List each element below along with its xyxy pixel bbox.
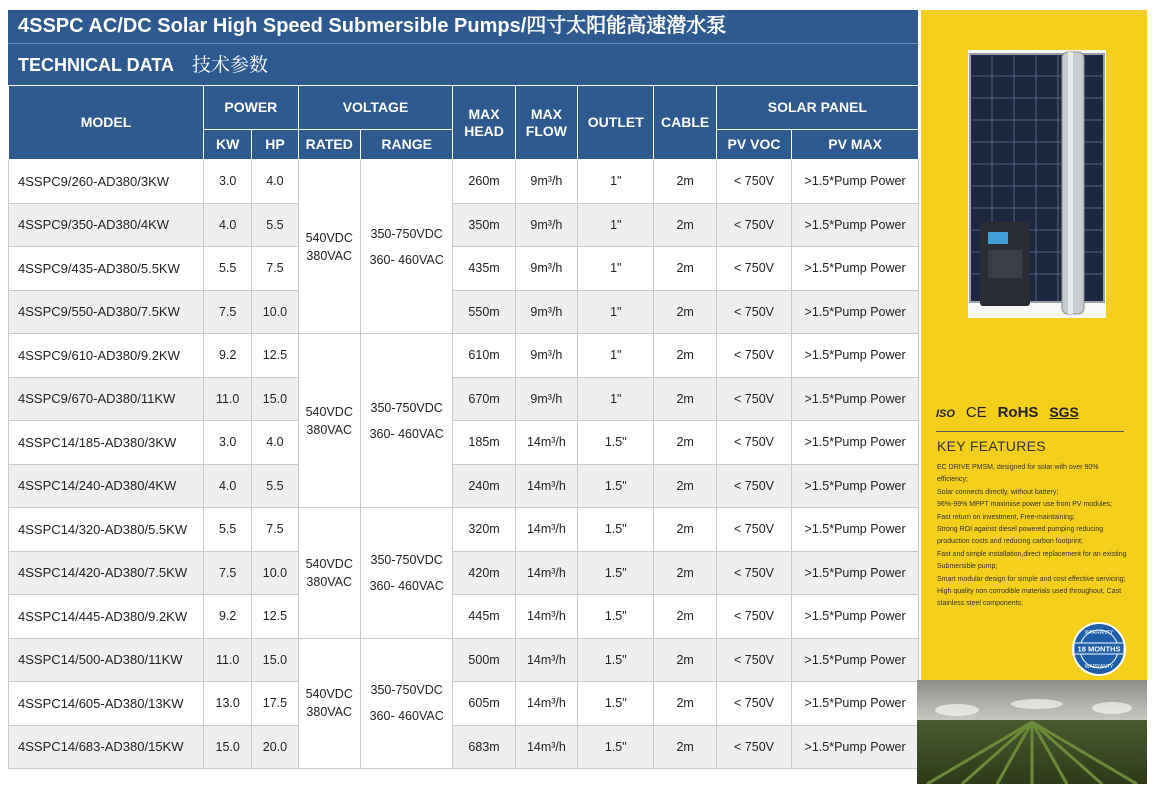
pv-voc-cell: < 750V [716, 160, 791, 204]
pv-voc-cell: < 750V [716, 682, 791, 726]
header-cable: CABLE [654, 86, 716, 160]
hp-cell: 4.0 [252, 421, 298, 465]
model-cell: 4SSPC9/610-AD380/9.2KW [9, 334, 204, 378]
range-dc: 350-750VDC [370, 683, 443, 698]
flow-cell: 14m³/h [515, 551, 577, 595]
flow-cell: 9m³/h [515, 247, 577, 291]
pv-voc-cell: < 750V [716, 508, 791, 552]
rohs-logo: RoHS [997, 404, 1039, 421]
model-cell: 4SSPC14/420-AD380/7.5KW [9, 551, 204, 595]
head-cell: 260m [453, 160, 515, 204]
pv-max-cell: >1.5*Pump Power [792, 377, 919, 421]
hp-cell: 10.0 [252, 290, 298, 334]
table-row [9, 464, 919, 508]
key-feature-item: EC DRIVE PMSM, designed for solar with over 90% efficiency; [937, 464, 1099, 484]
header-rated: RATED [298, 130, 360, 160]
technical-data-label-cn: 技术参数 [192, 55, 269, 76]
outlet-cell: 1" [578, 334, 654, 378]
table-row [9, 508, 919, 552]
flow-cell: 9m³/h [515, 160, 577, 204]
pv-max-cell: >1.5*Pump Power [792, 595, 919, 639]
range-ac: 360- 460VAC [369, 709, 444, 724]
flow-cell: 14m³/h [515, 508, 577, 552]
key-feature-item: High quality non corrodible materials used throughout, Cast stainless steel components; [937, 588, 1122, 608]
head-cell: 610m [453, 334, 515, 378]
solar-panel-pump-image [968, 50, 1106, 318]
header-hp: HP [252, 130, 298, 160]
header-solar-panel: SOLAR PANEL [716, 86, 918, 130]
hp-cell: 15.0 [252, 638, 298, 682]
ce-logo: CE [965, 404, 987, 421]
range-dc: 350-750VDC [370, 400, 443, 415]
hp-cell: 7.5 [252, 247, 298, 291]
header-max-flow-line2: FLOW [525, 122, 567, 139]
header-max-flow [515, 86, 577, 160]
outlet-cell: 1.5" [578, 464, 654, 508]
range-ac: 360- 460VAC [369, 578, 444, 593]
hp-cell: 4.0 [252, 160, 298, 204]
cable-cell: 2m [654, 551, 716, 595]
flow-cell: 14m³/h [515, 421, 577, 465]
warranty-badge-icon [1072, 622, 1126, 676]
pv-max-cell: >1.5*Pump Power [792, 464, 919, 508]
model-cell: 4SSPC14/445-AD380/9.2KW [9, 595, 204, 639]
table-row [9, 377, 919, 421]
outlet-cell: 1.5" [578, 638, 654, 682]
pv-max-cell: >1.5*Pump Power [792, 203, 919, 247]
table-row [9, 595, 919, 639]
key-features-list [937, 462, 1127, 611]
head-cell: 550m [453, 290, 515, 334]
rated-voltage-cell [298, 160, 360, 334]
head-cell: 185m [453, 421, 515, 465]
voltage-range-cell [360, 508, 453, 639]
outlet-cell: 1" [578, 290, 654, 334]
kw-cell: 9.2 [204, 334, 252, 378]
outlet-cell: 1.5" [578, 508, 654, 552]
table-row [9, 682, 919, 726]
kw-cell: 15.0 [204, 725, 252, 769]
warranty-top-text: WARRANTY [1084, 630, 1114, 636]
page-title: 4SSPC AC/DC Solar High Speed Submersible Pumps/四寸太阳能高速潜水泵 [8, 10, 918, 43]
cable-cell: 2m [654, 595, 716, 639]
pv-voc-cell: < 750V [716, 638, 791, 682]
hp-cell: 5.5 [252, 203, 298, 247]
pv-max-cell: >1.5*Pump Power [792, 725, 919, 769]
rated-voltage-cell [298, 334, 360, 508]
pv-max-cell: >1.5*Pump Power [792, 551, 919, 595]
head-cell: 445m [453, 595, 515, 639]
rated-ac: 380VAC [306, 248, 353, 263]
flow-cell: 14m³/h [515, 725, 577, 769]
kw-cell: 5.5 [204, 508, 252, 552]
kw-cell: 13.0 [204, 682, 252, 726]
pv-voc-cell: < 750V [716, 725, 791, 769]
rated-ac: 380VAC [306, 574, 353, 589]
key-feature-item: Smart modular design for simple and cost effective servicing; [937, 575, 1126, 583]
rated-voltage-cell [298, 638, 360, 769]
kw-cell: 11.0 [204, 638, 252, 682]
voltage-range-cell [360, 334, 453, 508]
head-cell: 605m [453, 682, 515, 726]
cable-cell: 2m [654, 377, 716, 421]
header-max-head-line2: HEAD [464, 122, 504, 139]
head-cell: 435m [453, 247, 515, 291]
header-kw: KW [204, 130, 252, 160]
cable-cell: 2m [654, 203, 716, 247]
header-model: MODEL [9, 86, 204, 160]
hp-cell: 10.0 [252, 551, 298, 595]
rated-dc: 540VDC [305, 556, 353, 571]
pv-max-cell: >1.5*Pump Power [792, 508, 919, 552]
head-cell: 500m [453, 638, 515, 682]
header-power: POWER [204, 86, 299, 130]
cable-cell: 2m [654, 290, 716, 334]
model-cell: 4SSPC14/605-AD380/13KW [9, 682, 204, 726]
head-cell: 320m [453, 508, 515, 552]
pv-max-cell: >1.5*Pump Power [792, 290, 919, 334]
kw-cell: 4.0 [204, 464, 252, 508]
voltage-range-cell [360, 160, 453, 334]
cable-cell: 2m [654, 508, 716, 552]
header-pv-max: PV MAX [792, 130, 919, 160]
rated-dc: 540VDC [305, 687, 353, 702]
pv-voc-cell: < 750V [716, 551, 791, 595]
field-irrigation-image [917, 680, 1147, 784]
outlet-cell: 1" [578, 247, 654, 291]
flow-cell: 9m³/h [515, 290, 577, 334]
head-cell: 240m [453, 464, 515, 508]
head-cell: 670m [453, 377, 515, 421]
spec-table [8, 85, 919, 769]
table-row [9, 421, 919, 465]
outlet-cell: 1" [578, 160, 654, 204]
key-feature-item: Fast return on investment, Free-maintaining; [937, 513, 1075, 521]
header-max-head-line1: MAX [468, 105, 500, 122]
table-row [9, 551, 919, 595]
flow-cell: 14m³/h [515, 682, 577, 726]
table-row [9, 247, 919, 291]
flow-cell: 14m³/h [515, 595, 577, 639]
pv-max-cell: >1.5*Pump Power [792, 160, 919, 204]
range-ac: 360- 460VAC [369, 252, 444, 267]
rated-ac: 380VAC [306, 705, 353, 720]
cable-cell: 2m [654, 638, 716, 682]
model-cell: 4SSPC9/670-AD380/11KW [9, 377, 204, 421]
pv-max-cell: >1.5*Pump Power [792, 247, 919, 291]
hp-cell: 12.5 [252, 334, 298, 378]
range-ac: 360- 460VAC [369, 426, 444, 441]
kw-cell: 4.0 [204, 203, 252, 247]
model-cell: 4SSPC14/185-AD380/3KW [9, 421, 204, 465]
pv-voc-cell: < 750V [716, 290, 791, 334]
outlet-cell: 1" [578, 203, 654, 247]
kw-cell: 11.0 [204, 377, 252, 421]
hp-cell: 17.5 [252, 682, 298, 726]
header-max-flow-line1: MAX [530, 105, 562, 122]
rated-dc: 540VDC [305, 230, 353, 245]
key-feature-item: Fast and simple installation,direct replacement for an existing Submersible pump; [937, 550, 1127, 571]
model-cell: 4SSPC9/260-AD380/3KW [9, 160, 204, 204]
range-dc: 350-750VDC [370, 552, 443, 567]
kw-cell: 3.0 [204, 160, 252, 204]
pv-max-cell: >1.5*Pump Power [792, 421, 919, 465]
kw-cell: 3.0 [204, 421, 252, 465]
model-cell: 4SSPC14/683-AD380/15KW [9, 725, 204, 769]
outlet-cell: 1.5" [578, 725, 654, 769]
pv-voc-cell: < 750V [716, 247, 791, 291]
head-cell: 420m [453, 551, 515, 595]
certification-row [936, 404, 1126, 432]
technical-data-label: TECHNICAL DATA [18, 55, 174, 75]
cable-cell: 2m [654, 421, 716, 465]
rated-dc: 540VDC [305, 404, 353, 419]
pv-voc-cell: < 750V [716, 595, 791, 639]
kw-cell: 7.5 [204, 290, 252, 334]
model-cell: 4SSPC14/320-AD380/5.5KW [9, 508, 204, 552]
voltage-range-cell [360, 638, 453, 769]
pv-max-cell: >1.5*Pump Power [792, 638, 919, 682]
key-feature-item: 96%-99% MPPT maximise power use from PV modules; [937, 501, 1112, 509]
rated-ac: 380VAC [306, 422, 353, 437]
model-cell: 4SSPC9/350-AD380/4KW [9, 203, 204, 247]
header-voltage: VOLTAGE [298, 86, 453, 130]
header-pv-voc: PV VOC [716, 130, 791, 160]
flow-cell: 9m³/h [515, 334, 577, 378]
kw-cell: 5.5 [204, 247, 252, 291]
outlet-cell: 1.5" [578, 595, 654, 639]
outlet-cell: 1.5" [578, 551, 654, 595]
flow-cell: 9m³/h [515, 203, 577, 247]
flow-cell: 14m³/h [515, 464, 577, 508]
pv-max-cell: >1.5*Pump Power [792, 682, 919, 726]
technical-data-heading [8, 43, 918, 85]
outlet-cell: 1.5" [578, 682, 654, 726]
hp-cell: 12.5 [252, 595, 298, 639]
cable-cell: 2m [654, 334, 716, 378]
header-outlet: OUTLET [578, 86, 654, 160]
hp-cell: 20.0 [252, 725, 298, 769]
header-range: RANGE [360, 130, 453, 160]
model-cell: 4SSPC9/435-AD380/5.5KW [9, 247, 204, 291]
warranty-main-text: 18 MONTHS [1077, 644, 1121, 654]
model-cell: 4SSPC14/500-AD380/11KW [9, 638, 204, 682]
pv-voc-cell: < 750V [716, 377, 791, 421]
key-features-title: KEY FEATURES [937, 438, 1046, 454]
hp-cell: 7.5 [252, 508, 298, 552]
pv-voc-cell: < 750V [716, 421, 791, 465]
range-dc: 350-750VDC [370, 226, 443, 241]
outlet-cell: 1.5" [578, 421, 654, 465]
table-row [9, 638, 919, 682]
head-cell: 683m [453, 725, 515, 769]
key-feature-item: Solar connects directly, without battery; [937, 488, 1059, 496]
model-cell: 4SSPC14/240-AD380/4KW [9, 464, 204, 508]
kw-cell: 9.2 [204, 595, 252, 639]
header-max-head [453, 86, 515, 160]
warranty-bottom-text: WARRANTY [1084, 664, 1114, 670]
rated-voltage-cell [298, 508, 360, 639]
cable-cell: 2m [654, 725, 716, 769]
flow-cell: 9m³/h [515, 377, 577, 421]
table-row [9, 334, 919, 378]
table-row [9, 290, 919, 334]
hp-cell: 15.0 [252, 377, 298, 421]
hp-cell: 5.5 [252, 464, 298, 508]
key-feature-item: Strong ROI against diesel powered pumping reducing production costs and reducing carbon footprint; [937, 526, 1104, 546]
sgs-logo: SGS [1049, 404, 1079, 420]
pv-voc-cell: < 750V [716, 203, 791, 247]
kw-cell: 7.5 [204, 551, 252, 595]
iso-logo: ISO [936, 408, 955, 420]
pv-voc-cell: < 750V [716, 334, 791, 378]
cable-cell: 2m [654, 682, 716, 726]
table-row [9, 160, 919, 204]
flow-cell: 14m³/h [515, 638, 577, 682]
head-cell: 350m [453, 203, 515, 247]
model-cell: 4SSPC9/550-AD380/7.5KW [9, 290, 204, 334]
cable-cell: 2m [654, 464, 716, 508]
pv-voc-cell: < 750V [716, 464, 791, 508]
cable-cell: 2m [654, 247, 716, 291]
table-row [9, 725, 919, 769]
cable-cell: 2m [654, 160, 716, 204]
table-row [9, 203, 919, 247]
pv-max-cell: >1.5*Pump Power [792, 334, 919, 378]
outlet-cell: 1" [578, 377, 654, 421]
